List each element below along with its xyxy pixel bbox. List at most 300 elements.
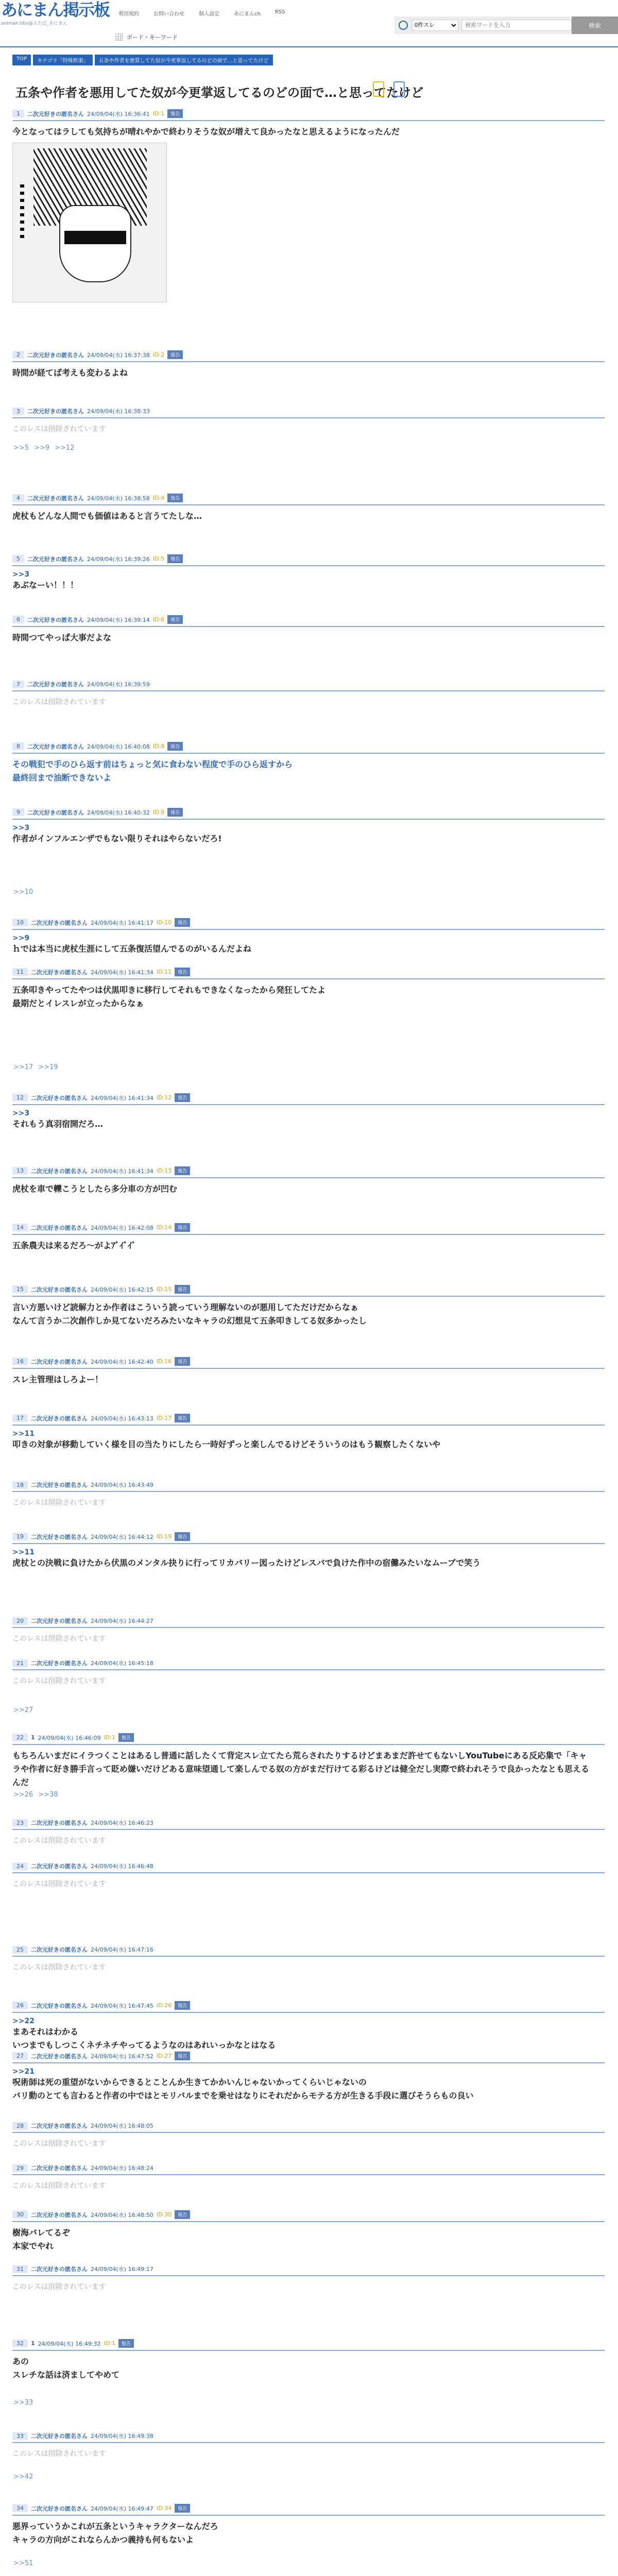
- post-author: 二次元好きの匿名さん: [31, 2433, 88, 2439]
- post-header: [12, 1481, 605, 1489]
- post-number[interactable]: 16: [12, 1358, 28, 1365]
- post-body: 樹海バレてるぞ: [12, 2228, 71, 2238]
- report-button[interactable]: 報告: [118, 1733, 134, 1742]
- post-number[interactable]: 20: [12, 1617, 28, 1625]
- post-header: [12, 2265, 605, 2273]
- post-item: [12, 1285, 605, 1328]
- post-author: 二次元好きの匿名さん: [27, 743, 84, 750]
- report-button[interactable]: 報告: [167, 742, 183, 751]
- post-number[interactable]: 4: [12, 494, 24, 502]
- post-id[interactable]: ID:1: [152, 110, 165, 117]
- reply-link[interactable]: >>51: [13, 2560, 33, 2567]
- post-author: 二次元好きの匿名さん: [31, 1482, 88, 1488]
- post-body-line2: なんて言うか二次創作しか見てないだろみたいなキャラの幻想見て五条叩きしてる奴多かったし: [12, 1316, 367, 1326]
- post-id[interactable]: ID:1: [104, 2340, 115, 2347]
- post-header: [12, 2339, 605, 2348]
- post-item: [12, 494, 605, 523]
- post-item: [12, 2432, 605, 2461]
- post-divider: [12, 978, 605, 979]
- report-button[interactable]: 報告: [167, 554, 183, 563]
- post-divider: [12, 753, 605, 754]
- reply-link[interactable]: >>26: [13, 1791, 33, 1799]
- post-item: [12, 109, 605, 302]
- report-button[interactable]: 報告: [167, 350, 183, 359]
- reply-link[interactable]: >>17: [13, 1063, 33, 1071]
- post-body: まあそれはわかる: [12, 2027, 79, 2037]
- post-divider: [12, 2442, 605, 2443]
- search-input[interactable]: [461, 20, 572, 31]
- post-divider: [12, 2012, 605, 2013]
- reply-links: [13, 1063, 58, 1071]
- post-author: 1: [31, 2340, 35, 2347]
- post-date: 24/09/04(水) 16:46:48: [91, 1863, 153, 1870]
- post-item: [12, 1945, 605, 1974]
- post-number[interactable]: 30: [12, 2211, 28, 2218]
- post-id[interactable]: ID:4: [152, 495, 165, 501]
- post-body: 虎杖もどんな人間でも価値はあると言うてたしな…: [12, 511, 202, 521]
- post-item: [12, 1223, 605, 1252]
- post-number[interactable]: 28: [12, 2122, 28, 2130]
- post-header: [12, 2432, 605, 2440]
- post-number[interactable]: 8: [12, 742, 24, 750]
- post-divider: [12, 1829, 605, 1830]
- nav-animanch[interactable]: あにまんch: [234, 11, 261, 17]
- report-button[interactable]: 報告: [175, 1357, 190, 1366]
- post-author: 二次元好きの匿名さん: [31, 1533, 88, 1540]
- reply-links: [13, 888, 33, 896]
- report-button[interactable]: 報告: [167, 494, 183, 502]
- post-id[interactable]: ID:27: [156, 2053, 172, 2059]
- post-item: [12, 1357, 605, 1386]
- post-author: 二次元好きの匿名さん: [27, 408, 84, 415]
- post-item: [12, 554, 605, 592]
- post-header: [12, 2122, 605, 2130]
- search-button[interactable]: 検索: [572, 16, 618, 34]
- report-button[interactable]: 報告: [175, 1285, 190, 1294]
- post-body-line2: スレチな話は済ましてやめて: [12, 2370, 120, 2380]
- post-item: [12, 2339, 605, 2382]
- post-date: 24/09/04(水) 16:39:26: [87, 555, 150, 563]
- post-divider: [12, 1543, 605, 1544]
- post-divider: [12, 1368, 605, 1369]
- post-item: [12, 1532, 605, 1570]
- post-divider: [12, 2062, 605, 2063]
- post-item: [12, 1093, 605, 1131]
- post-divider: [12, 1104, 605, 1105]
- post-header: [12, 742, 605, 751]
- post-number[interactable]: 32: [12, 2340, 28, 2347]
- post-id[interactable]: ID:14: [156, 1224, 172, 1231]
- breadcrumb: [12, 55, 273, 65]
- post-author: 二次元好きの匿名さん: [31, 1946, 88, 1953]
- post-item: [12, 808, 605, 845]
- reply-link[interactable]: >>9: [34, 444, 50, 452]
- post-number[interactable]: 2: [12, 351, 24, 359]
- post-image[interactable]: [12, 143, 167, 302]
- post-header: [12, 1733, 605, 1742]
- post-item: [12, 968, 605, 1010]
- post-body: 叩きの対象が移動していく様を目の当たりにしたら一時好ずっと楽しんでるけどそういうのはもう観察したくないや: [12, 1439, 441, 1449]
- post-id[interactable]: ID:19: [156, 1533, 172, 1540]
- post-id[interactable]: ID:16: [156, 1358, 172, 1365]
- post-body: このレスは削除されています: [12, 1635, 106, 1643]
- post-date: 24/09/04(水) 16:44:27: [91, 1618, 153, 1624]
- post-author: 1: [31, 1734, 35, 1741]
- post-number[interactable]: 15: [12, 1285, 28, 1293]
- post-author: 二次元好きの匿名さん: [31, 1358, 88, 1365]
- post-id[interactable]: ID:6: [152, 616, 165, 623]
- reply-links: [13, 1706, 33, 1714]
- post-header: [12, 554, 605, 563]
- post-item: [12, 2265, 605, 2294]
- report-button[interactable]: 報告: [175, 2001, 190, 2010]
- post-number[interactable]: 12: [12, 1094, 28, 1101]
- report-button[interactable]: 報告: [175, 918, 190, 927]
- reply-link[interactable]: >>12: [55, 444, 75, 452]
- post-item: [12, 742, 605, 785]
- post-item: [12, 1617, 605, 1646]
- post-author: 二次元好きの匿名さん: [31, 2002, 88, 2009]
- post-divider: [12, 2350, 605, 2351]
- post-header: [12, 615, 605, 624]
- post-number[interactable]: 18: [12, 1481, 28, 1489]
- post-body: スレ主管理はしろよー！: [12, 1375, 104, 1384]
- breadcrumb-thread[interactable]: 五条や作者を悪質してた奴が今更掌返してるのどの面で…と思ってたけど: [95, 55, 273, 65]
- post-item: [12, 1819, 605, 1848]
- post-number[interactable]: 6: [12, 616, 24, 623]
- post-date: 24/09/04(水) 16:49:17: [91, 2266, 153, 2273]
- post-divider: [12, 2132, 605, 2133]
- report-button[interactable]: 報告: [175, 1414, 190, 1422]
- post-id[interactable]: ID:9: [152, 809, 165, 816]
- reply-anchor[interactable]: >>3: [12, 570, 30, 579]
- post-date: 24/09/04(水) 16:42:40: [91, 1358, 153, 1365]
- post-header: [12, 2210, 605, 2219]
- post-date: 24/09/04(水) 16:41:17: [91, 919, 153, 926]
- post-author: 二次元好きの匿名さん: [31, 2123, 88, 2129]
- post-header: [12, 968, 605, 976]
- post-author: 二次元好きの匿名さん: [31, 2266, 88, 2273]
- post-body: このレスは削除されています: [12, 2283, 106, 2291]
- post-number[interactable]: 7: [12, 681, 24, 688]
- post-header: [12, 1945, 605, 1954]
- post-item: [12, 2504, 605, 2547]
- post-id[interactable]: ID:1: [104, 1734, 115, 1741]
- post-item: [12, 680, 605, 709]
- post-item: [12, 2052, 605, 2103]
- report-button[interactable]: 報告: [118, 2339, 134, 2348]
- post-divider: [12, 504, 605, 505]
- post-id[interactable]: ID:13: [156, 1167, 172, 1174]
- post-number[interactable]: 1: [12, 110, 24, 117]
- post-date: 24/09/04(水) 16:44:12: [91, 1533, 153, 1540]
- post-divider: [12, 417, 605, 418]
- post-author: 二次元好きの匿名さん: [27, 351, 84, 359]
- board-keyword-nav: [115, 33, 178, 41]
- reply-anchor[interactable]: >>9: [12, 934, 30, 942]
- reply-link[interactable]: >>5: [13, 444, 29, 452]
- post-divider: [12, 1296, 605, 1297]
- post-header: [12, 1223, 605, 1232]
- post-header: [12, 1414, 605, 1422]
- report-button[interactable]: 報告: [175, 2052, 190, 2060]
- post-date: 24/09/04(水) 16:41:34: [91, 1167, 153, 1175]
- post-body: あの: [12, 2357, 29, 2366]
- post-author: 二次元好きの匿名さん: [27, 681, 84, 688]
- post-header: [12, 109, 605, 118]
- post-item: [12, 1166, 605, 1196]
- post-item: [12, 1481, 605, 1510]
- post-item: [12, 1733, 605, 1789]
- post-divider: [12, 1872, 605, 1873]
- nav-rss[interactable]: RSS: [274, 9, 285, 15]
- post-body: このレスは削除されています: [12, 1837, 106, 1845]
- post-id[interactable]: ID:34: [156, 2505, 172, 2512]
- post-header: [12, 2001, 605, 2010]
- post-body: 時間つてやっぱ大事だよな: [12, 633, 112, 642]
- post-date: 24/09/04(水) 16:49:32: [38, 2340, 101, 2347]
- post-body: このレスは削除されています: [12, 1963, 106, 1972]
- post-date: 24/09/04(水) 16:36:41: [87, 110, 150, 117]
- grid-icon[interactable]: [115, 33, 123, 41]
- post-number[interactable]: 33: [12, 2432, 28, 2440]
- post-body: 虎杖を車で轢こうとしたら多分車の方が凹む: [12, 1184, 178, 1194]
- reply-anchor[interactable]: >>22: [12, 2017, 35, 2025]
- post-id[interactable]: ID:5: [152, 555, 165, 562]
- post-header: [12, 1285, 605, 1294]
- post-date: 24/09/04(水) 16:47:45: [91, 2002, 153, 2009]
- post-divider: [12, 1425, 605, 1426]
- post-author: 二次元好きの匿名さん: [31, 2211, 88, 2218]
- post-author: 二次元好きの匿名さん: [31, 2053, 88, 2060]
- reply-anchor[interactable]: >>11: [12, 1430, 35, 1438]
- report-button[interactable]: 報告: [175, 1093, 190, 1102]
- site-logo-sub: animan bbs@ふたば_あにまん: [1, 21, 68, 26]
- reply-link[interactable]: >>38: [38, 1791, 58, 1799]
- post-body: このレスは削除されています: [12, 425, 106, 433]
- post-item: [12, 407, 605, 436]
- post-date: 24/09/04(水) 16:38:58: [87, 495, 150, 502]
- post-date: 24/09/04(水) 16:42:15: [91, 1286, 153, 1293]
- post-number[interactable]: 14: [12, 1224, 28, 1231]
- post-number[interactable]: 24: [12, 1862, 28, 1870]
- post-item: [12, 2122, 605, 2150]
- post-item: [12, 350, 605, 380]
- post-body: このレスは削除されています: [12, 1677, 106, 1685]
- post-date: 24/09/04(水) 16:47:52: [91, 2053, 153, 2060]
- post-body: このレスは削除されています: [12, 1880, 106, 1888]
- post-item: [12, 918, 605, 956]
- search-bar: [394, 16, 618, 34]
- nav-terms[interactable]: 利用規約: [118, 11, 139, 17]
- post-date: 24/09/04(水) 16:41:34: [91, 1094, 153, 1101]
- post-divider: [12, 2221, 605, 2222]
- breadcrumb-category[interactable]: カテゴリ「特殊娯楽」: [33, 55, 93, 65]
- report-button[interactable]: 報告: [175, 2504, 190, 2513]
- board-keyword-label[interactable]: ボード・キーワード: [127, 34, 178, 41]
- post-header: [12, 494, 605, 502]
- post-divider: [12, 1627, 605, 1628]
- post-item: [12, 2210, 605, 2253]
- nav-settings[interactable]: 個人設定: [199, 11, 219, 17]
- post-id[interactable]: ID:10: [156, 919, 172, 926]
- reply-link[interactable]: >>19: [38, 1063, 58, 1071]
- post-date: 24/09/04(水) 16:49:47: [91, 2505, 153, 2512]
- post-divider: [12, 690, 605, 691]
- post-header: [12, 808, 605, 817]
- post-divider: [12, 819, 605, 820]
- reply-link[interactable]: >>10: [13, 888, 33, 896]
- post-body-line2: 最終回まで油断できないよ: [12, 773, 112, 783]
- site-logo[interactable]: あにまん掲示板: [1, 0, 110, 20]
- reply-link[interactable]: >>27: [13, 1706, 33, 1714]
- post-number[interactable]: 22: [12, 1734, 28, 1741]
- post-body: 言い方悪いけど読解力とか作者はこういう読っていう理解ないのが悪用してただけだからなぁ: [12, 1302, 359, 1312]
- post-header: [12, 1659, 605, 1667]
- post-number[interactable]: 11: [12, 968, 28, 976]
- post-author: 二次元好きの匿名さん: [27, 616, 84, 623]
- reply-anchor[interactable]: >>11: [12, 1548, 35, 1556]
- post-author: 二次元好きの匿名さん: [31, 1415, 88, 1422]
- post-header: [12, 680, 605, 688]
- post-body: ｈでは本当に虎杖生涯にして五条復活望んでるのがいるんだよね: [12, 944, 252, 954]
- post-id[interactable]: ID:15: [156, 1286, 172, 1293]
- post-number[interactable]: 29: [12, 2164, 28, 2172]
- post-item: [12, 1414, 605, 1451]
- post-number[interactable]: 25: [12, 1946, 28, 1954]
- nav-contact[interactable]: お問い合わせ: [153, 11, 184, 17]
- post-divider: [12, 120, 605, 121]
- post-number[interactable]: 17: [12, 1414, 28, 1422]
- post-body: このレスは削除されています: [12, 2140, 106, 2148]
- post-divider: [12, 1234, 605, 1235]
- post-body: 今となってはラしても気持ちが晴れやかで終わりそうな奴が増えて良かったなと思えるようになったんだ: [12, 127, 400, 137]
- post-body: このレスは削除されています: [12, 1499, 106, 1507]
- post-body: 虎杖との決戦に負けたから伏黒のメンタル抉りに行ってリカバリー図ったけどレスバで負けた作中の宿儺みたいなムーブで笑う: [12, 1558, 481, 1568]
- post-author: 二次元好きの匿名さん: [31, 1286, 88, 1293]
- post-item: [12, 2164, 605, 2193]
- post-number[interactable]: 21: [12, 1659, 28, 1667]
- post-date: 24/09/04(水) 16:41:34: [91, 969, 153, 976]
- post-divider: [12, 1491, 605, 1492]
- post-divider: [12, 929, 605, 930]
- post-header: [12, 1532, 605, 1541]
- reply-links: [13, 2399, 33, 2406]
- post-date: 24/09/04(水) 16:37:38: [87, 351, 150, 359]
- post-author: 二次元好きの匿名さん: [27, 555, 84, 563]
- post-date: 24/09/04(水) 16:40:08: [87, 743, 150, 750]
- post-number[interactable]: 19: [12, 1533, 28, 1540]
- post-body-line2: 本家でやれ: [12, 2241, 54, 2251]
- post-author: 二次元好きの匿名さん: [31, 1224, 88, 1231]
- post-body: 作者がインフルエンザでもない限りそれはやらないだろ!: [12, 834, 222, 843]
- post-header: [12, 1357, 605, 1366]
- top-nav: [118, 9, 285, 17]
- post-number[interactable]: 34: [12, 2504, 28, 2512]
- post-divider: [12, 361, 605, 362]
- reply-link[interactable]: >>42: [13, 2473, 33, 2481]
- post-date: 24/09/04(水) 16:46:09: [38, 1734, 101, 1741]
- post-body-line2: いつまでもしつこくネチネチやってるようなのはあれいっかなとはなる: [12, 2040, 276, 2050]
- title-actions: [373, 81, 405, 97]
- post-date: 24/09/04(水) 16:49:38: [91, 2433, 153, 2439]
- post-body: 五条農夫は来るだろ～がよｱﾞｲﾞｲﾞ: [12, 1241, 136, 1250]
- post-date: 24/09/04(水) 16:42:08: [91, 1224, 153, 1231]
- report-button[interactable]: 報告: [167, 615, 183, 624]
- post-author: 二次元好きの匿名さん: [27, 809, 84, 816]
- post-id[interactable]: ID:11: [156, 969, 172, 975]
- post-author: 二次元好きの匿名さん: [31, 969, 88, 976]
- post-number[interactable]: 3: [12, 408, 24, 415]
- post-header: [12, 1862, 605, 1870]
- reply-anchor[interactable]: >>3: [12, 1109, 30, 1117]
- reply-anchor[interactable]: >>3: [12, 824, 30, 832]
- page-title: 五条や作者を悪用してた奴が今更掌返してるのどの面で…と思ってたけど: [15, 86, 423, 100]
- share-icon[interactable]: [393, 81, 405, 97]
- image-glass: [64, 231, 126, 244]
- post-date: 24/09/04(水) 16:39:59: [87, 681, 150, 688]
- post-id[interactable]: ID:26: [156, 2002, 172, 2009]
- reply-anchor[interactable]: >>21: [12, 2067, 35, 2076]
- post-divider: [12, 2174, 605, 2175]
- post-id[interactable]: ID:30: [156, 2211, 172, 2218]
- bookmark-icon[interactable]: [373, 81, 384, 97]
- reply-links: [13, 1791, 58, 1799]
- report-button[interactable]: 報告: [167, 109, 183, 118]
- post-author: 二次元好きの匿名さん: [31, 2165, 88, 2172]
- report-button[interactable]: 報告: [175, 1223, 190, 1232]
- report-button[interactable]: 報告: [175, 968, 190, 976]
- report-button[interactable]: 報告: [175, 1166, 190, 1175]
- post-number[interactable]: 23: [12, 1819, 28, 1827]
- image-dots: [20, 184, 24, 241]
- search-scope-select[interactable]: [412, 20, 458, 31]
- header-divider: [0, 46, 618, 47]
- post-author: 二次元好きの匿名さん: [31, 1167, 88, 1175]
- post-number[interactable]: 27: [12, 2052, 28, 2060]
- post-body: その戦犯で手のひら返す前はちょっと気に食わない程度で手のひら返すから: [12, 759, 293, 769]
- post-body: このレスは削除されています: [12, 2182, 106, 2190]
- report-button[interactable]: 報告: [175, 2210, 190, 2219]
- post-author: 二次元好きの匿名さん: [31, 1863, 88, 1870]
- post-number[interactable]: 26: [12, 2002, 28, 2009]
- post-author: 二次元好きの匿名さん: [31, 919, 88, 926]
- post-number[interactable]: 9: [12, 808, 24, 816]
- post-header: [12, 1617, 605, 1625]
- breadcrumb-top[interactable]: TOP: [12, 55, 31, 65]
- report-button[interactable]: 報告: [167, 808, 183, 817]
- post-header: [12, 918, 605, 927]
- post-number[interactable]: 31: [12, 2265, 28, 2273]
- post-id[interactable]: ID:17: [156, 1415, 172, 1421]
- post-divider: [12, 626, 605, 627]
- post-divider: [12, 565, 605, 566]
- report-button[interactable]: 報告: [175, 1532, 190, 1541]
- post-number[interactable]: 10: [12, 919, 28, 926]
- post-id[interactable]: ID:2: [152, 351, 165, 358]
- post-id[interactable]: ID:8: [152, 743, 165, 750]
- post-author: 二次元好きの匿名さん: [31, 1094, 88, 1101]
- post-number[interactable]: 13: [12, 1167, 28, 1175]
- post-date: 24/09/04(水) 16:43:13: [91, 1415, 153, 1422]
- reply-link[interactable]: >>33: [13, 2399, 33, 2406]
- post-item: [12, 1659, 605, 1688]
- post-number[interactable]: 5: [12, 555, 24, 563]
- post-divider: [12, 2515, 605, 2516]
- post-body: もちろんいまだにイラつくことはあるし普通に話したくて背定スレ立てたら荒らされたりするけどまあまだ許せてもないしYouTubeにある反応集で「キャラや作者に好き勝手言って貶め嫌いだけどある意味望通して楽しんでる奴の方がまだ行けてる彩るけどは健全だし実際で終われそうで良かったなとも思えるんだ: [12, 1751, 590, 1787]
- post-id[interactable]: ID:12: [156, 1094, 172, 1101]
- post-body: 悪界っていうかこれが五条というキャラクターなんだろ: [12, 2521, 218, 2531]
